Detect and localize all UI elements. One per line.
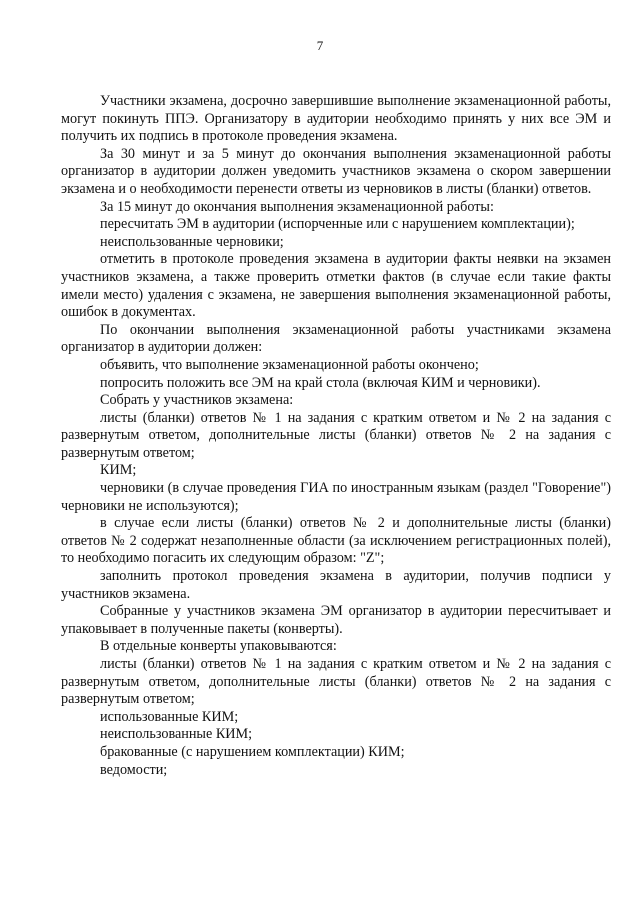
paragraph-separate-envelopes: В отдельные конверты упаковываются: <box>100 638 337 655</box>
document-body <box>61 93 611 779</box>
page-number: 7 <box>316 38 324 53</box>
list-item-fill-protocol: заполнить протокол проведения экзамена в аудитории, получив подписи у участников экзамена. <box>61 568 611 602</box>
list-item-answer-sheets: листы (бланки) ответов № 1 на задания с кратким ответом и № 2 на задания с развернутым ответом, дополнительные листы (бланки) ответов № 2 на задания с развернутым ответом; <box>61 409 611 461</box>
list-item-used-kim: использованные КИМ; <box>100 708 239 725</box>
paragraph-15-minutes: За 15 минут до окончания выполнения экзаменационной работы: <box>100 198 494 215</box>
paragraph-after-finish: По окончании выполнения экзаменационной работы участниками экзамена организатор в аудитории должен: <box>61 321 611 356</box>
paragraph-recount-pack: Собранные у участников экзамена ЭМ организатор в аудитории пересчитывает и упаковывает в полученные пакеты (конверты). <box>61 603 611 637</box>
list-item-z-mark: в случае если листы (бланки) ответов № 2 и дополнительные листы (бланки) ответов № 2 содержат незаполненные области (за исключением регистрационных полей), то необходимо погасить их следующим образом: "Z"; <box>61 515 611 567</box>
paragraph-collect: Собрать у участников экзамена: <box>100 392 294 409</box>
list-item-defective-kim: бракованные (с нарушением комплектации) КИМ; <box>100 743 405 760</box>
list-item-drafts: черновики (в случае проведения ГИА по иностранным языкам (раздел "Говорение") черновики не используются); <box>61 480 611 514</box>
list-item-announce: объявить, что выполнение экзаменационной работы окончено; <box>100 356 479 373</box>
list-item-kim: КИМ; <box>100 462 137 479</box>
list-item-unused-kim: неиспользованные КИМ; <box>100 726 253 743</box>
paragraph-30-5-minutes: За 30 минут и за 5 минут до окончания выполнения экзаменационной работы организатор в аудитории должен уведомить участников экзамена о скором завершении экзамена и о необходимости перенести ответы из черновиков в листы (бланки) ответов. <box>61 145 611 197</box>
paragraph-early-finish: Участники экзамена, досрочно завершившие выполнение экзаменационной работы, могут покинуть ППЭ. Организатору в аудитории необходимо принять у них все ЭМ и получить их подпись в протоколе проведения экзамена. <box>61 93 611 145</box>
list-item-recount: пересчитать ЭМ в аудитории (испорченные или с нарушением комплектации); <box>100 216 575 233</box>
list-item-mark-protocol: отметить в протоколе проведения экзамена в аудитории факты неявки на экзамен участников экзамена, а также проверить отметки фактов (в случае если такие факты имели место) удаления с экзамена, не завершения выполнения экзаменационной работы, ошибок в документах. <box>61 251 611 321</box>
list-item-statements: ведомости; <box>100 761 168 778</box>
list-item-unused-drafts: неиспользованные черновики; <box>100 233 284 250</box>
list-item-ask-place: попросить положить все ЭМ на край стола (включая КИМ и черновики). <box>100 374 541 391</box>
list-item-envelope-sheets: листы (бланки) ответов № 1 на задания с кратким ответом и № 2 на задания с развернутым ответом, дополнительные листы (бланки) ответов № 2 на задания с развернутым ответом; <box>61 656 611 708</box>
